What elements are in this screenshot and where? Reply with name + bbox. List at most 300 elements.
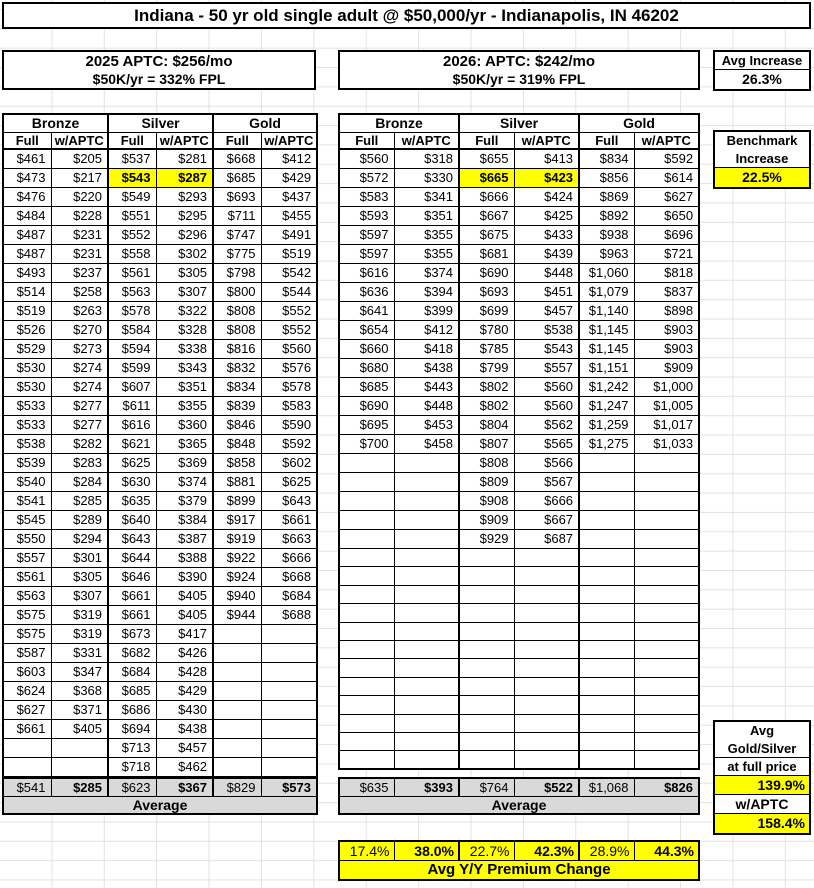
premium-cell[interactable]: $351 <box>394 207 459 226</box>
premium-cell[interactable]: $929 <box>459 530 514 549</box>
premium-cell[interactable]: $711 <box>213 207 261 226</box>
premium-cell[interactable]: $611 <box>108 397 156 416</box>
premium-cell[interactable]: $476 <box>3 188 51 207</box>
waptc-header[interactable]: w/APTC <box>514 132 579 149</box>
aptc-2026-heading[interactable]: 2026: APTC: $242/mo <box>442 53 595 70</box>
premium-cell[interactable]: $684 <box>261 587 317 606</box>
premium-cell[interactable]: $599 <box>108 359 156 378</box>
premium-cell[interactable] <box>579 567 634 585</box>
premium-cell[interactable] <box>261 682 317 701</box>
premium-cell[interactable]: $682 <box>108 644 156 663</box>
premium-cell[interactable]: $539 <box>3 454 51 473</box>
premium-cell[interactable] <box>394 622 459 640</box>
full-header[interactable]: Full <box>3 132 51 149</box>
premium-cell[interactable] <box>514 732 579 750</box>
waptc-ratio-value[interactable]: 158.4% <box>715 814 809 833</box>
premium-cell[interactable] <box>261 644 317 663</box>
premium-cell[interactable]: $562 <box>514 416 579 435</box>
premium-cell[interactable]: $540 <box>3 473 51 492</box>
premium-cell[interactable]: $390 <box>156 568 213 587</box>
premium-cell[interactable]: $563 <box>108 283 156 302</box>
premium-cell[interactable]: $533 <box>3 397 51 416</box>
premium-cell[interactable] <box>339 492 394 511</box>
premium-cell[interactable]: $594 <box>108 340 156 359</box>
premium-cell[interactable]: $661 <box>261 511 317 530</box>
premium-cell[interactable]: $908 <box>459 492 514 511</box>
full-header[interactable]: Full <box>108 132 156 149</box>
premium-cell[interactable]: $567 <box>514 473 579 492</box>
premium-cell[interactable]: $217 <box>51 169 108 188</box>
premium-cell[interactable]: $473 <box>3 169 51 188</box>
premium-cell[interactable]: $1,079 <box>579 283 634 302</box>
premium-cell[interactable]: $429 <box>156 682 213 701</box>
premium-cell[interactable]: $603 <box>3 663 51 682</box>
average-label-2025[interactable]: Average <box>3 796 317 814</box>
premium-cell[interactable] <box>634 732 699 750</box>
premium-cell[interactable]: $627 <box>3 701 51 720</box>
premium-cell[interactable]: $686 <box>108 701 156 720</box>
premium-cell[interactable]: $583 <box>261 397 317 416</box>
premium-cell[interactable]: $433 <box>514 226 579 245</box>
premium-cell[interactable] <box>459 567 514 585</box>
premium-cell[interactable]: $491 <box>261 226 317 245</box>
premium-cell[interactable]: $630 <box>108 473 156 492</box>
premium-cell[interactable]: $296 <box>156 226 213 245</box>
premium-cell[interactable]: $592 <box>634 149 699 169</box>
fpl-2025-subheading[interactable]: $50K/yr = 332% FPL <box>92 71 226 87</box>
premium-cell[interactable] <box>339 530 394 549</box>
premium-cell[interactable] <box>514 659 579 677</box>
premium-cell[interactable]: $541 <box>3 492 51 511</box>
premium-cell[interactable]: $592 <box>261 435 317 454</box>
premium-cell[interactable]: $713 <box>108 739 156 758</box>
premium-cell[interactable]: $624 <box>3 682 51 701</box>
premium-cell[interactable]: $660 <box>339 340 394 359</box>
premium-cell[interactable]: $493 <box>3 264 51 283</box>
premium-cell[interactable]: $663 <box>261 530 317 549</box>
premium-cell[interactable] <box>579 732 634 750</box>
premium-cell[interactable]: $438 <box>394 359 459 378</box>
full-price-ratio-value[interactable]: 139.9% <box>715 776 809 795</box>
premium-cell[interactable] <box>634 473 699 492</box>
premium-cell[interactable]: $425 <box>514 207 579 226</box>
premium-cell[interactable] <box>634 696 699 714</box>
silver-header[interactable]: Silver <box>108 114 213 132</box>
premium-cell[interactable]: $405 <box>51 720 108 739</box>
premium-cell[interactable]: $635 <box>108 492 156 511</box>
premium-cell[interactable]: $644 <box>108 549 156 568</box>
premium-cell[interactable] <box>51 739 108 758</box>
premium-cell[interactable]: $305 <box>156 264 213 283</box>
premium-cell[interactable]: $798 <box>213 264 261 283</box>
premium-cell[interactable]: $558 <box>108 245 156 264</box>
premium-cell[interactable] <box>213 701 261 720</box>
premium-cell[interactable]: $448 <box>514 264 579 283</box>
premium-cell[interactable]: $666 <box>261 549 317 568</box>
premium-cell[interactable] <box>579 530 634 549</box>
premium-cell[interactable]: $561 <box>108 264 156 283</box>
premium-cell[interactable]: $347 <box>51 663 108 682</box>
premium-cell[interactable] <box>213 739 261 758</box>
premium-cell[interactable]: $451 <box>514 283 579 302</box>
premium-cell[interactable]: $694 <box>108 720 156 739</box>
premium-cell[interactable]: $832 <box>213 359 261 378</box>
premium-cell[interactable]: $557 <box>514 359 579 378</box>
premium-cell[interactable]: $330 <box>394 169 459 188</box>
premium-cell[interactable]: $328 <box>156 321 213 340</box>
yoy-cell[interactable]: 42.3% <box>514 841 579 860</box>
premium-cell[interactable]: $696 <box>634 226 699 245</box>
premium-cell[interactable] <box>394 585 459 603</box>
premium-cell[interactable]: $484 <box>3 207 51 226</box>
premium-cell[interactable]: $552 <box>261 302 317 321</box>
premium-cell[interactable]: $583 <box>339 188 394 207</box>
premium-cell[interactable]: $721 <box>634 245 699 264</box>
premium-cell[interactable]: $924 <box>213 568 261 587</box>
premium-cell[interactable]: $274 <box>51 359 108 378</box>
premium-cell[interactable] <box>634 530 699 549</box>
premium-cell[interactable]: $544 <box>261 283 317 302</box>
premium-cell[interactable]: $443 <box>394 378 459 397</box>
premium-cell[interactable] <box>339 714 394 732</box>
premium-cell[interactable]: $228 <box>51 207 108 226</box>
premium-cell[interactable]: $318 <box>394 149 459 169</box>
premium-cell[interactable] <box>579 604 634 622</box>
premium-cell[interactable]: $808 <box>213 302 261 321</box>
premium-cell[interactable]: $625 <box>261 473 317 492</box>
premium-cell[interactable]: $919 <box>213 530 261 549</box>
silver-header[interactable]: Silver <box>459 114 579 132</box>
premium-cell[interactable]: $462 <box>156 758 213 778</box>
premium-cell[interactable]: $287 <box>156 169 213 188</box>
premium-cell[interactable] <box>514 622 579 640</box>
premium-cell[interactable]: $360 <box>156 416 213 435</box>
premium-cell[interactable]: $607 <box>108 378 156 397</box>
premium-cell[interactable]: $560 <box>339 149 394 169</box>
premium-cell[interactable] <box>579 751 634 769</box>
premium-cell[interactable]: $661 <box>108 606 156 625</box>
premium-cell[interactable]: $643 <box>108 530 156 549</box>
premium-cell[interactable] <box>394 714 459 732</box>
full-header[interactable]: Full <box>339 132 394 149</box>
premium-cell[interactable]: $355 <box>394 226 459 245</box>
premium-cell[interactable] <box>459 640 514 658</box>
premium-cell[interactable] <box>394 473 459 492</box>
premium-cell[interactable] <box>261 720 317 739</box>
premium-cell[interactable]: $687 <box>514 530 579 549</box>
premium-cell[interactable] <box>339 549 394 567</box>
fpl-2026-subheading[interactable]: $50K/yr = 319% FPL <box>452 71 586 87</box>
premium-cell[interactable] <box>261 663 317 682</box>
premium-cell[interactable]: $625 <box>108 454 156 473</box>
waptc-header[interactable]: w/APTC <box>261 132 317 149</box>
premium-cell[interactable]: $684 <box>108 663 156 682</box>
premium-cell[interactable]: $839 <box>213 397 261 416</box>
premium-cell[interactable]: $424 <box>514 188 579 207</box>
premium-cell[interactable]: $220 <box>51 188 108 207</box>
premium-cell[interactable] <box>634 567 699 585</box>
premium-cell[interactable]: $775 <box>213 245 261 264</box>
premium-cell[interactable]: $667 <box>459 207 514 226</box>
premium-cell[interactable]: $307 <box>156 283 213 302</box>
premium-cell[interactable]: $551 <box>108 207 156 226</box>
premium-cell[interactable]: $387 <box>156 530 213 549</box>
premium-cell[interactable]: $282 <box>51 435 108 454</box>
average-cell[interactable]: $635 <box>339 778 394 796</box>
average-cell[interactable]: $541 <box>3 778 51 796</box>
premium-cell[interactable]: $903 <box>634 340 699 359</box>
premium-cell[interactable] <box>339 473 394 492</box>
premium-cell[interactable]: $665 <box>459 169 514 188</box>
premium-cell[interactable]: $584 <box>108 321 156 340</box>
premium-cell[interactable]: $693 <box>213 188 261 207</box>
premium-cell[interactable]: $355 <box>394 245 459 264</box>
premium-cell[interactable]: $804 <box>459 416 514 435</box>
premium-cell[interactable] <box>3 758 51 778</box>
premium-cell[interactable]: $295 <box>156 207 213 226</box>
premium-cell[interactable] <box>339 511 394 530</box>
premium-cell[interactable] <box>514 567 579 585</box>
premium-cell[interactable]: $448 <box>394 397 459 416</box>
premium-cell[interactable]: $355 <box>156 397 213 416</box>
premium-cell[interactable]: $566 <box>514 454 579 473</box>
premium-cell[interactable]: $1,151 <box>579 359 634 378</box>
premium-cell[interactable]: $593 <box>339 207 394 226</box>
premium-cell[interactable]: $270 <box>51 321 108 340</box>
benchmark-label-line1[interactable]: Benchmark <box>726 133 798 148</box>
premium-cell[interactable] <box>634 640 699 658</box>
premium-cell[interactable] <box>514 696 579 714</box>
premium-cell[interactable]: $576 <box>261 359 317 378</box>
premium-cell[interactable] <box>514 640 579 658</box>
bronze-header[interactable]: Bronze <box>3 114 108 132</box>
premium-cell[interactable] <box>339 751 394 769</box>
premium-cell[interactable] <box>339 585 394 603</box>
average-cell[interactable]: $393 <box>394 778 459 796</box>
premium-cell[interactable]: $437 <box>261 188 317 207</box>
premium-cell[interactable]: $277 <box>51 397 108 416</box>
premium-cell[interactable]: $394 <box>394 283 459 302</box>
premium-cell[interactable]: $519 <box>3 302 51 321</box>
premium-cell[interactable]: $399 <box>394 302 459 321</box>
premium-cell[interactable]: $938 <box>579 226 634 245</box>
premium-cell[interactable]: $578 <box>108 302 156 321</box>
premium-cell[interactable] <box>261 701 317 720</box>
full-header[interactable]: Full <box>213 132 261 149</box>
premium-cell[interactable] <box>634 549 699 567</box>
premium-cell[interactable]: $680 <box>339 359 394 378</box>
premium-cell[interactable]: $542 <box>261 264 317 283</box>
premium-cell[interactable] <box>394 696 459 714</box>
premium-cell[interactable] <box>339 567 394 585</box>
premium-cell[interactable]: $563 <box>3 587 51 606</box>
premium-cell[interactable]: $685 <box>339 378 394 397</box>
premium-cell[interactable] <box>459 659 514 677</box>
premium-cell[interactable]: $892 <box>579 207 634 226</box>
premium-cell[interactable]: $538 <box>3 435 51 454</box>
premium-cell[interactable] <box>634 492 699 511</box>
premium-cell[interactable] <box>459 549 514 567</box>
premium-cell[interactable]: $565 <box>514 435 579 454</box>
premium-cell[interactable] <box>634 659 699 677</box>
premium-cell[interactable]: $572 <box>339 169 394 188</box>
premium-cell[interactable]: $903 <box>634 321 699 340</box>
premium-cell[interactable]: $856 <box>579 169 634 188</box>
full-price-label[interactable]: at full price <box>715 758 809 776</box>
yoy-cell[interactable]: 22.7% <box>459 841 514 860</box>
premium-cell[interactable]: $668 <box>261 568 317 587</box>
premium-cell[interactable] <box>634 622 699 640</box>
premium-cell[interactable] <box>339 640 394 658</box>
premium-cell[interactable]: $405 <box>156 606 213 625</box>
premium-cell[interactable]: $384 <box>156 511 213 530</box>
premium-cell[interactable] <box>514 751 579 769</box>
premium-cell[interactable] <box>579 640 634 658</box>
premium-cell[interactable]: $412 <box>261 149 317 169</box>
premium-cell[interactable] <box>514 677 579 695</box>
premium-cell[interactable]: $285 <box>51 492 108 511</box>
benchmark-label-line2[interactable]: Increase <box>715 150 809 168</box>
premium-cell[interactable]: $550 <box>3 530 51 549</box>
waptc-header[interactable]: w/APTC <box>394 132 459 149</box>
yoy-cell[interactable]: 28.9% <box>579 841 634 860</box>
premium-cell[interactable]: $940 <box>213 587 261 606</box>
premium-cell[interactable] <box>579 659 634 677</box>
premium-cell[interactable] <box>3 739 51 758</box>
premium-cell[interactable] <box>394 492 459 511</box>
premium-cell[interactable]: $371 <box>51 701 108 720</box>
premium-cell[interactable]: $231 <box>51 226 108 245</box>
premium-cell[interactable]: $858 <box>213 454 261 473</box>
premium-cell[interactable] <box>514 585 579 603</box>
premium-cell[interactable] <box>261 758 317 778</box>
premium-cell[interactable]: $529 <box>3 340 51 359</box>
premium-cell[interactable]: $263 <box>51 302 108 321</box>
premium-cell[interactable]: $597 <box>339 245 394 264</box>
premium-cell[interactable]: $205 <box>51 149 108 169</box>
premium-cell[interactable]: $578 <box>261 378 317 397</box>
premium-cell[interactable]: $809 <box>459 473 514 492</box>
full-header[interactable]: Full <box>579 132 634 149</box>
premium-cell[interactable]: $668 <box>213 149 261 169</box>
premium-cell[interactable]: $802 <box>459 397 514 416</box>
premium-cell[interactable]: $274 <box>51 378 108 397</box>
premium-cell[interactable]: $718 <box>108 758 156 778</box>
premium-cell[interactable]: $455 <box>261 207 317 226</box>
premium-cell[interactable] <box>394 640 459 658</box>
premium-cell[interactable]: $590 <box>261 416 317 435</box>
premium-cell[interactable]: $423 <box>514 169 579 188</box>
premium-cell[interactable] <box>213 625 261 644</box>
premium-cell[interactable]: $457 <box>156 739 213 758</box>
premium-cell[interactable]: $800 <box>213 283 261 302</box>
premium-cell[interactable] <box>579 492 634 511</box>
premium-cell[interactable]: $487 <box>3 226 51 245</box>
premium-cell[interactable] <box>394 454 459 473</box>
premium-cell[interactable]: $322 <box>156 302 213 321</box>
premium-cell[interactable]: $413 <box>514 149 579 169</box>
premium-cell[interactable]: $284 <box>51 473 108 492</box>
premium-cell[interactable] <box>634 454 699 473</box>
waptc-header[interactable]: w/APTC <box>51 132 108 149</box>
premium-cell[interactable]: $428 <box>156 663 213 682</box>
premium-cell[interactable]: $439 <box>514 245 579 264</box>
premium-cell[interactable] <box>459 622 514 640</box>
premium-cell[interactable]: $1,005 <box>634 397 699 416</box>
premium-cell[interactable] <box>394 511 459 530</box>
premium-cell[interactable]: $667 <box>514 511 579 530</box>
premium-cell[interactable]: $780 <box>459 321 514 340</box>
premium-cell[interactable] <box>634 585 699 603</box>
premium-cell[interactable]: $561 <box>3 568 51 587</box>
premium-cell[interactable]: $526 <box>3 321 51 340</box>
premium-cell[interactable]: $341 <box>394 188 459 207</box>
benchmark-value[interactable]: 22.5% <box>715 168 809 187</box>
premium-cell[interactable] <box>339 454 394 473</box>
premium-cell[interactable]: $699 <box>459 302 514 321</box>
premium-cell[interactable]: $258 <box>51 283 108 302</box>
gold-header[interactable]: Gold <box>213 114 317 132</box>
premium-cell[interactable]: $807 <box>459 435 514 454</box>
premium-cell[interactable]: $289 <box>51 511 108 530</box>
premium-cell[interactable]: $307 <box>51 587 108 606</box>
average-cell[interactable]: $1,068 <box>579 778 634 796</box>
premium-cell[interactable]: $747 <box>213 226 261 245</box>
premium-cell[interactable]: $374 <box>156 473 213 492</box>
premium-cell[interactable]: $560 <box>514 397 579 416</box>
premium-cell[interactable]: $458 <box>394 435 459 454</box>
premium-cell[interactable]: $305 <box>51 568 108 587</box>
premium-cell[interactable]: $557 <box>3 549 51 568</box>
premium-cell[interactable]: $417 <box>156 625 213 644</box>
premium-cell[interactable]: $1,000 <box>634 378 699 397</box>
premium-cell[interactable]: $802 <box>459 378 514 397</box>
average-cell[interactable]: $829 <box>213 778 261 796</box>
premium-cell[interactable]: $808 <box>213 321 261 340</box>
premium-cell[interactable]: $405 <box>156 587 213 606</box>
premium-cell[interactable]: $661 <box>108 587 156 606</box>
premium-cell[interactable]: $543 <box>108 169 156 188</box>
premium-cell[interactable] <box>339 696 394 714</box>
premium-cell[interactable]: $530 <box>3 359 51 378</box>
premium-cell[interactable] <box>579 677 634 695</box>
premium-cell[interactable]: $1,275 <box>579 435 634 454</box>
premium-cell[interactable]: $331 <box>51 644 108 663</box>
premium-cell[interactable]: $837 <box>634 283 699 302</box>
premium-cell[interactable]: $963 <box>579 245 634 264</box>
premium-cell[interactable]: $666 <box>459 188 514 207</box>
premium-cell[interactable]: $693 <box>459 283 514 302</box>
premium-cell[interactable]: $636 <box>339 283 394 302</box>
premium-cell[interactable]: $283 <box>51 454 108 473</box>
premium-cell[interactable]: $237 <box>51 264 108 283</box>
premium-cell[interactable]: $1,033 <box>634 435 699 454</box>
premium-cell[interactable]: $846 <box>213 416 261 435</box>
premium-cell[interactable]: $453 <box>394 416 459 435</box>
premium-cell[interactable]: $654 <box>339 321 394 340</box>
page-title[interactable]: Indiana - 50 yr old single adult @ $50,000/yr - Indianapolis, IN 46202 <box>2 2 811 29</box>
gold-silver-title-line1[interactable]: Avg <box>749 723 775 738</box>
premium-cell[interactable]: $379 <box>156 492 213 511</box>
premium-cell[interactable]: $944 <box>213 606 261 625</box>
premium-cell[interactable] <box>261 739 317 758</box>
premium-cell[interactable]: $412 <box>394 321 459 340</box>
premium-cell[interactable]: $538 <box>514 321 579 340</box>
premium-cell[interactable] <box>213 644 261 663</box>
premium-cell[interactable]: $666 <box>514 492 579 511</box>
average-cell[interactable]: $764 <box>459 778 514 796</box>
avg-increase-label[interactable]: Avg Increase <box>715 52 809 70</box>
